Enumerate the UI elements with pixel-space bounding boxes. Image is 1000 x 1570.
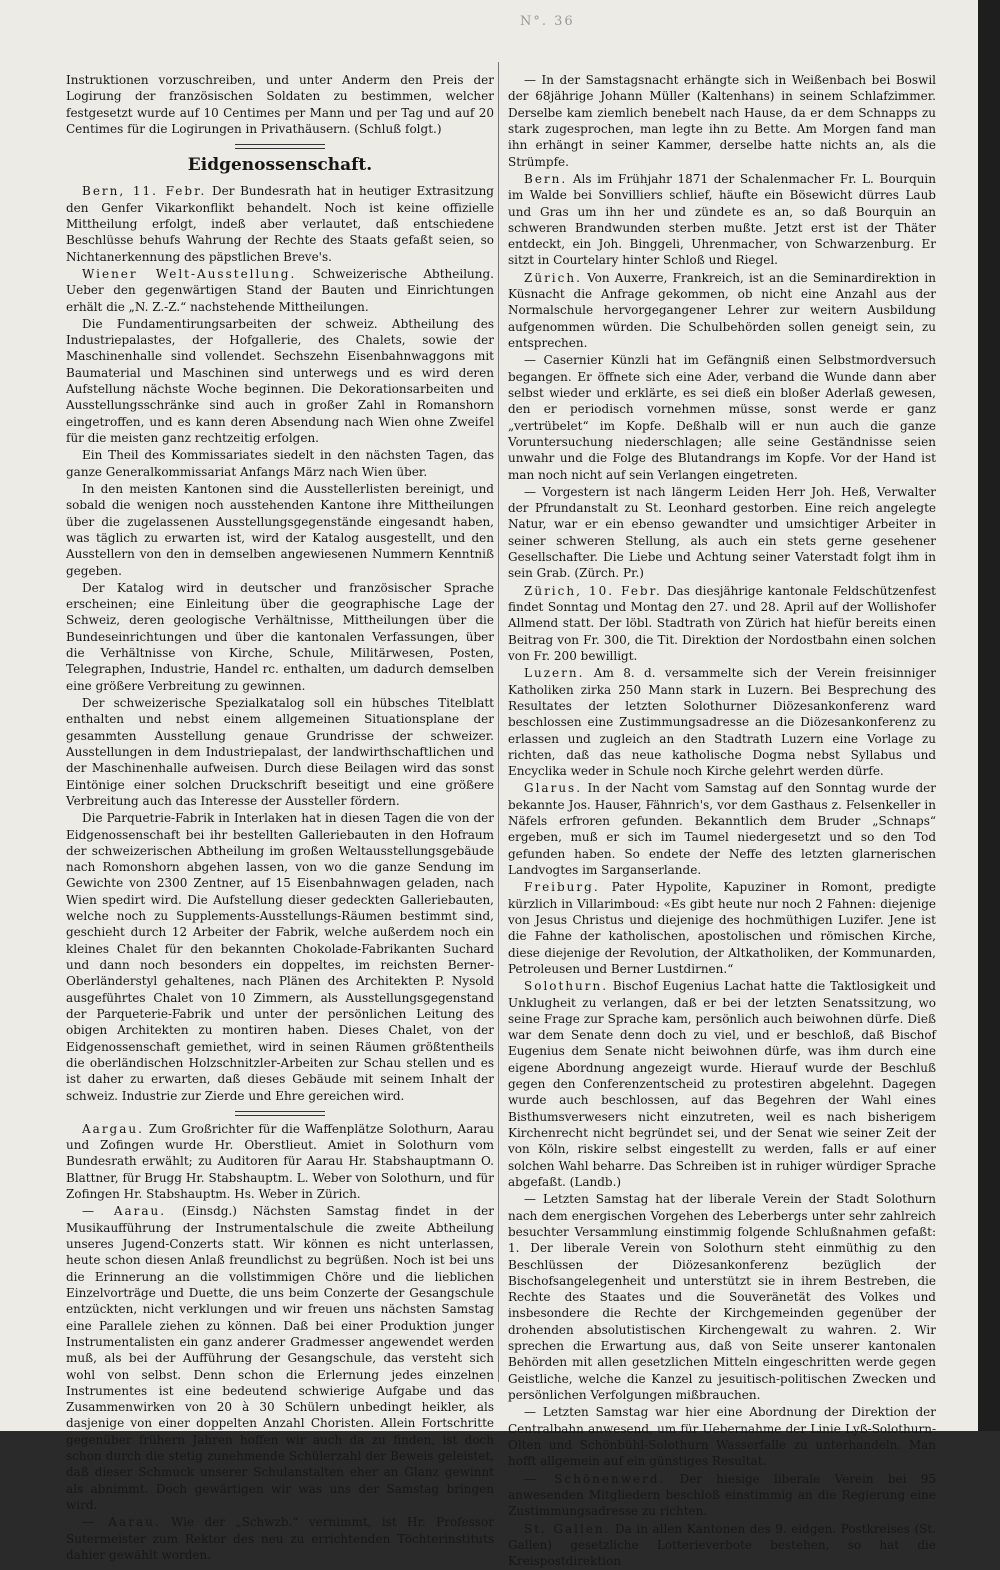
dateline: — Aarau. (82, 1204, 167, 1219)
column-rule (498, 62, 499, 1382)
paragraph: — Vorgestern ist nach längerm Leiden Herr Joh. Heß, Verwalter der Pfrundanstalt zu St. Leonhard gestorben. Eine reich angelegte Natur, war er ein ebenso gewandter und umsichtiger Arbeiter in seiner schweren Stellung, als auch ein stets gerne gesehener Gesellschafter. Die Liebe und Achtung seiner Vaterstadt folgt ihm in sein Grab. (Zürch. Pr.) (508, 484, 936, 581)
paragraph: Die Parquetrie-Fabrik in Interlaken hat in diesen Tagen die von der Eidgenossenschaft bei ihr bestellten Galleriebauten in den Hofraum der schweizerischen Abtheilung im großen Weltausstellungsgebäude nach Romonshorn abgehen lassen, von wo die ganze Sendung im Gewichte von 2300 Zentner, auf 15 Eisenbahnwagen geladen, nach Wien spedirt wird. Die Aufstellung dieser gedeckten Galleriebauten, welche noch zu Supplements-Ausstellungs-Räumen bestimmt sind, geschieht durch 12 Arbeiter der Fabrik, welche außerdem noch ein kleines Chalet für den bekannten Chokolade-Fabrikanten Suchard und dann noch besonders ein doppeltes, im reichsten Berner-Oberländerstyl gehaltenes, nach Plänen des Architekten P. Nysold ausgeführtes Chalet von 10 Zimmern, als Ausstellungsgegenstand der Parqueterie-Fabrik und unter der persönlichen Leitung des obigen Architekten zu montiren haben. Dieses Chalet, von der Eidgenossenschaft gemiethet, wird in seinen Räumen größtentheils die oberländischen Holzschnitzler-Arbeiten zur Schau stellen und es ist daher zu erwarten, daß dieses Gebäude mit seinem Inhalt der schweiz. Industrie zur Zierde und Ehre gereichen wird. (66, 811, 494, 1103)
separator (235, 144, 325, 149)
article-solothurn (508, 978, 936, 1190)
section-title: Eidgenossenschaft. (187, 155, 373, 176)
article-text: (Einsdg.) Nächsten Samstag findet in der Musikaufführung der Instrumentalschule die zweite Abtheilung unseres Jugend-Conzerts statt. Wir können es nicht unterlassen, heute schon diesen Anlaß freundlichst zu begrüßen. Noch ist bei uns die Erinnerung an die vollstimmigen Chöre und die lieblichen Einzelvorträge und Duette, die uns beim Conzerte der Gesangschule entzückten, nicht verklungen und wir freuen uns nächsten Samstag eine Parallele ziehen zu können. Daß bei einer Produktion junger Instrumentalisten ein ganz anderer Gradmesser angewendet werden muß, als bei der Aufführung der Gesangschule, das versteht sich wohl von selbst. Denn schon die Erlernung jedes einzelnen Instrumentes ist eine bedeutend schwierige Aufgabe und das Zusammenwirken von 20 à 30 Schülern unbedingt heikler, als dasjenige von einer doppelten Anzahl Choristen. Allein Fortschritte gegenüber frühern Jahren hoffen wir auch da zu finden, ist doch schon durch die stetig zunehmende Schülerzahl der Beweis geleistet, daß dieser Schmuck unserer Schulanstalten eher an Glanz gewinnt als abnimmt. Doch gewärtigen wir was uns der Samstag bringen wird. (66, 1204, 494, 1513)
article-text: Bischof Eugenius Lachat hatte die Taktlosigkeit und Unklugheit zu verlangen, daß er bei der letzten Senatssitzung, wo seine Frage zur Sprache kam, persönlich auch beiwohnen dürfe. Dieß war dem Senate denn doch zu viel, und er beschloß, daß Bischof Eugenius dem Senate nicht beiwohnen dürfe, was ihm durch eine eigene Abordnung angezeigt wurde. Hierauf wurde der Beschluß gegen den Conferenzentscheid zu protestiren abgelehnt. Dagegen wurde auch beschlossen, auf das Begehren der Wahl eines Bisthumsverwesers nicht einzutreten, weil es nach bisherigem Kirchenrecht nicht begründet sei, und der Senat wie seiner Zeit der von Köln, riskire selbst eingestellt zu werden, falls er auf einer solchen Wahl beharre. Das Schreiben ist in ruhiger würdiger Sprache abgefaßt. (Landb.) (508, 979, 936, 1189)
dateline: St. Gallen. (524, 1521, 611, 1536)
article-text: Schweizerische Abtheilung. Ueber den gegenwärtigen Stand der Bauten und Einrichtungen erhält die „N. Z.-Z.“ nachstehende Mittheilungen. (66, 266, 494, 314)
paragraph: Der schweizerische Spezialkatalog soll ein hübsches Titelblatt enthalten und nebst einem allgemeinen Situationsplane der gesammten Ausstellung genaue Grundrisse der schweizer. Ausstellungen in dem Industriepalast, der landwirthschaftlichen und der Maschinenhalle aufweisen. Durch diese Beilagen wird das sonst Eintönige einer solchen Druckschrift beseitigt und eine größere Verbreitung auch das Interesse der Aussteller fördern. (66, 696, 494, 808)
separator (235, 1111, 325, 1116)
article-text: Der hiesige liberale Verein bei 95 anwesenden Mitgliedern beschloß einstimmig an die Regierung eine Zustimmungsadresse zu richten. (508, 1471, 936, 1519)
article-glarus (508, 780, 936, 878)
article-schoenenwerd (508, 1471, 936, 1520)
dateline: Aargau. (82, 1121, 144, 1136)
paragraph: — In der Samstagsnacht erhängte sich in Weißenbach bei Boswil der 68jährige Johann Müller (Kaltenhans) in seinem Schlafzimmer. Derselbe kam ziemlich benebelt nach Hause, da er dem Schnapps zu stark zugesprochen, man legte ihn zu Bette. Am Morgen fand man ihn erhängt in seiner Kammer, derselbe hatte nichts an, als die Strümpfe. (508, 73, 936, 169)
dateline: Luzern. (524, 666, 585, 681)
dateline: Bern, 11. Febr. (82, 184, 207, 199)
article-text: Von Auxerre, Frankreich, ist an die Seminardirektion in Küsnacht die Anfrage gekommen, ob nicht eine Anzahl aus der Normalschule hervorgegangener Lehrer zur weitern Ausbildung aufgenommen würden. Die Schulbehörden sollen geneigt sein, zu entsprechen. (508, 270, 936, 350)
dateline: Wiener Welt-Ausstellung. (82, 266, 297, 281)
intro-paragraph: Instruktionen vorzuschreiben, und unter Anderm den Preis der Logirung der französischen Soldaten zu bestimmen, welcher festgesetzt wurde auf 10 Centimes per Mann und per Tag und auf 20 Centimes für die Logirungen in Privathäusern. (Schluß folgt.) (66, 73, 494, 136)
article-text: Das diesjährige kantonale Feldschützenfest findet Sonntag und Montag den 27. und 28. April auf der Wollishofer Allmend statt. Der löbl. Stadtrath von Zürich hat hiefür bereits einen Beitrag von Fr. 300, die Tit. Direktion der Nordostbahn einen solchen von Fr. 200 bewilligt. (508, 583, 936, 663)
dateline: Bern. (524, 171, 568, 186)
dateline: Glarus. (524, 781, 583, 796)
issue-header: N°. 36 (520, 14, 575, 29)
right-column (508, 72, 936, 1570)
scan-edge (978, 0, 1000, 1431)
article-text: Der Bundesrath hat in heutiger Extrasitzung den Genfer Vikarkonflikt behandelt. Noch ist keine offizielle Mittheilung erfolgt, indeß aber verlautet, daß entschiedene Beschlüsse behufs Wahrung der Rechte des Staats gefaßt seien, so Nichtanerkennung des päpstlichen Breve's. (66, 184, 494, 264)
dateline: Zürich. (524, 270, 582, 285)
article-zurich-1 (508, 270, 936, 352)
dateline: Freiburg. (524, 880, 600, 895)
paragraph: Der Katalog wird in deutscher und französischer Sprache erscheinen; eine Einleitung über die geographische Lage der Schweiz, deren geologische Verhältnisse, Mittheilungen über die Bundeseinrichtungen und über die kantonalen Verfassungen, über die Verhältnisse von Kirche, Schule, Militärwesen, Posten, Telegraphen, Industrie, Handel rc. enthalten, um dadurch demselben eine größere Verbreitung zu gewinnen. (66, 580, 494, 693)
article-text: Wie der „Schwzb.“ vernimmt, ist Hr. Professor Sutermeister zum Rektor des neu zu errichtenden Töchterinstituts dahier gewählt worden. (66, 1515, 494, 1562)
article-freiburg (508, 879, 936, 977)
paragraph: Ein Theil des Kommissariates siedelt in den nächsten Tagen, das ganze Generalkommissariat Anfangs März nach Wien über. (66, 448, 494, 479)
article-stgallen (508, 1521, 936, 1570)
article-aarau-1 (66, 1203, 494, 1513)
article-luzern (508, 665, 936, 779)
article-wiener (66, 266, 494, 315)
article-text: Da in allen Kantonen des 9. eidgen. Postkreises (St. Gallen) gesetzliche Lotterieverbote bestehen, so hat die Kreispostdirektion (508, 1521, 936, 1569)
paragraph: In den meisten Kantonen sind die Ausstellerlisten bereinigt, und sobald die wenigen noch ausstehenden Kantone ihre Mittheilungen über die zugelassenen Ausstellungsgegenstände eingesandt haben, was täglich zu erwarten ist, wird der Katalog ausgestellt, und den Ausstellern von den in demselben angewiesenen Nummern Kenntniß gegeben. (66, 481, 494, 578)
paragraph: — Casernier Künzli hat im Gefängniß einen Selbstmordversuch begangen. Er öffnete sich eine Ader, verband die Wunde dann aber selbst wieder und erklärte, es sei dieß ein bloßer Aderlaß gewesen, den er periodisch vornehmen müsse, sonst werde er ganz „vertrübelet“ im Kopfe. Deßhalb will er nun auch die ganze Voruntersuchung niederschlagen; alle seine Geständnisse seien unwahr und die Folge des Blutandrangs im Kopfe. Vor der Hand ist man noch nicht auf sein Verlangen eingetreten. (508, 353, 936, 482)
article-text: Am 8. d. versammelte sich der Verein freisinniger Katholiken zirka 250 Mann stark in Luzern. Bei Besprechung des Resultates der letzten Solothurner Diözesankonferenz ward beschlossen eine Zustimmungsadresse an die Diözesankonferenz zu erlassen und zugleich an den Stadtrath Luzern eine Vorlage zu richten, daß das neue katholische Dogma nebst Syllabus und Encyclika weder in Schule noch Kirche gelehrt werden dürfe. (508, 666, 936, 779)
paragraph: Die Fundamentirungsarbeiten der schweiz. Abtheilung des Industriepalastes, der Hofgallerie, des Chalets, sowie der Maschinenhalle sind vollendet. Sechszehn Eisenbahnwaggons mit Baumaterial und Maschinen sind unterwegs und es wird deren Aufstellung nächste Woche beginnen. Die Dekorationsarbeiten und Ausstellungsschränke sind auch in großer Zahl in Romanshorn eingetroffen, und es kann deren Absendung nach Wien ohne Zweifel für die meisten ganz rechtzeitig erfolgen. (66, 316, 494, 446)
article-text: In der Nacht vom Samstag auf den Sonntag wurde der bekannte Jos. Hauser, Fähnrich's, vor dem Gasthaus z. Felsenkeller in Näfels erfroren gefunden. Bekanntlich dem Bruder „Schnaps“ ergeben, muß er sich im Taumel niedergesetzt und so den Tod gefunden haben. So endete der Neffe des letzten glarnerischen Landvogtes im Sarganserlande. (508, 781, 936, 877)
article-aargau (66, 1121, 494, 1203)
article-bern-2 (508, 171, 936, 269)
dateline: Solothurn. (524, 979, 609, 994)
article-aarau-2 (66, 1514, 494, 1563)
paragraph: — Letzten Samstag war hier eine Abordnung der Direktion der Centralbahn anwesend, um für Uebernahme der Linie Lyß-Solothurn-Olten und Schönbühl-Solothurn Wasserfalle zu unterhandeln. Man hofft allgemein auf ein günstiges Resultat. (508, 1405, 936, 1469)
article-text: Zum Großrichter für die Waffenplätze Solothurn, Aarau und Zofingen wurde Hr. Oberstlieut. Amiet in Solothurn vom Bundesrath erwählt; zu Auditoren für Aarau Hr. Stabshauptmann O. Blattner, für Brugg Hr. Stabshauptm. L. Weber von Solothurn, und für Zofingen Hr. Stabshauptm. Hs. Weber in Zürich. (66, 1121, 494, 1202)
paragraph: — Letzten Samstag hat der liberale Verein der Stadt Solothurn nach dem energischen Vorgehen des Leberbergs unter sehr zahlreich besuchter Versammlung einstimmig folgende Schlußnahmen gefaßt: 1. Der liberale Verein von Solothurn steht einmüthig zu den Beschlüssen der Diözesankonferenz bezüglich der Bischofsangelegenheit und unterstützt sie in ihrem Bestreben, die Rechte des Staates und die Souveränetät des Volkes und insbesondere die Rechte der Kirchgemeinden gegenüber der drohenden absolutistischen Kirchengewalt zu wahren. 2. Wir sprechen die Erwartung aus, daß von Seite unserer kantonalen Behörden mit allen gesetzlichen Mitteln eingeschritten werde gegen Geistliche, welche die Kanzel zu jesuitisch-politischen Zwecken und persönlichen Verfolgungen mißbrauchen. (508, 1192, 936, 1402)
left-column (66, 72, 494, 1564)
dateline: — Schönenwerd. (524, 1471, 666, 1486)
dateline: — Aarau. (82, 1515, 161, 1530)
article-text: Pater Hypolite, Kapuziner in Romont, predigte kürzlich in Villarimboud: «Es gibt heute nur noch 2 Fahnen: diejenige von Jesus Christus und diejenige des hochmüthigen Luzifer. Jene ist die Fahne der katholischen, apostolischen und römischen Kirche, diese diejenige der Revolution, der Altkatholiken, der Kommunarden, Petroleusen und Berner Lustdirnen.“ (508, 880, 936, 976)
article-bern (66, 183, 494, 265)
article-zurich-2 (508, 583, 936, 665)
dateline: Zürich, 10. Febr. (524, 583, 662, 598)
article-text: Als im Frühjahr 1871 der Schalenmacher Fr. L. Bourquin im Walde bei Sonvilliers schlief, häufte ein Bösewicht dürres Laub und Gras um ihn her und zündete es an, so daß Bourquin an schweren Brandwunden sterben mußte. Jetzt erst ist der Thäter entdeckt, ein Joh. Binggeli, Uhrenmacher, von Schwarzenburg. Er sitzt in Courtelary hinter Schloß und Riegel. (508, 171, 936, 268)
